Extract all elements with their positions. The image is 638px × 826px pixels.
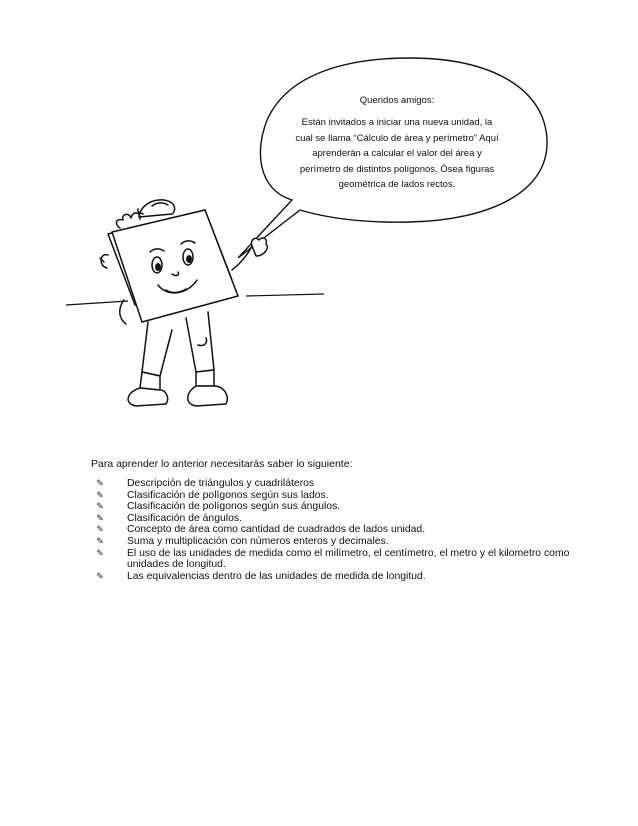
list-item-text: Clasificación de polígonos según sus ángulos. — [127, 501, 341, 513]
list-item — [93, 548, 573, 571]
list-item-text: Las equivalencias dentro de las unidades de medida de longitud. — [127, 570, 426, 582]
pencil-icon: ✎ — [96, 501, 104, 512]
square-character — [100, 200, 267, 406]
speech-bubble-text — [292, 93, 502, 192]
list-item — [93, 536, 573, 548]
list-item-text: Suma y multiplicación con números enteros y decimales. — [127, 535, 389, 547]
intro-text: Para aprender lo anterior necesitarás saber lo siguiente: — [91, 458, 353, 470]
pencil-icon: ✎ — [96, 535, 104, 546]
list-item-text: Clasificación de polígonos según sus lados. — [127, 489, 329, 501]
list-item — [93, 490, 573, 502]
list-item — [93, 501, 573, 513]
requirements-list — [93, 478, 573, 582]
list-item-text: El uso de las unidades de medida como el milímetro, el centímetro, el metro y el kilometro como unidades de longitud. — [127, 547, 570, 571]
list-item — [93, 524, 573, 536]
pencil-icon: ✎ — [96, 524, 104, 535]
pencil-icon: ✎ — [96, 489, 104, 500]
list-item — [93, 571, 573, 583]
greeting: Queridos amigos: — [359, 95, 435, 106]
pencil-icon: ✎ — [96, 478, 104, 488]
list-item-text: Descripción de triángulos y cuadriláteros — [127, 478, 315, 489]
list-item — [93, 478, 573, 490]
bubble-message: Están invitados a iniciar una nueva unidad, la cual se llama “Cálculo de área y perímetro” Aquí aprenderán a calcular el valor del área y perímetro de distintos polígonos. Ósea figuras geométrica de lados rectos. — [295, 117, 499, 191]
list-item-text: Clasificación de ángulos. — [127, 512, 242, 524]
pencil-icon: ✎ — [96, 547, 104, 558]
list-item-text: Concepto de área como cantidad de cuadrados de lados unidad. — [127, 524, 426, 536]
list-item — [93, 513, 573, 525]
pencil-icon: ✎ — [96, 512, 104, 523]
pencil-icon: ✎ — [96, 570, 104, 581]
